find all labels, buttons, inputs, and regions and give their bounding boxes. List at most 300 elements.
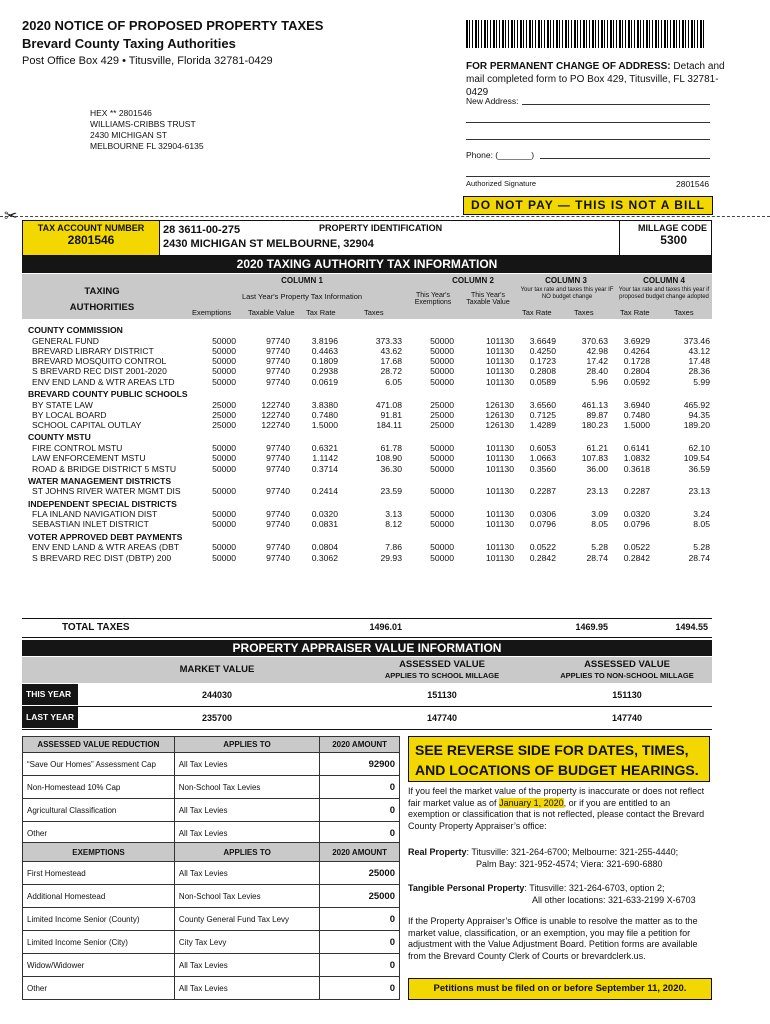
parcel-id: 28 3611-00-275: [163, 224, 241, 236]
tax-row-value: 122740: [261, 420, 290, 431]
tax-row-value: 0.0320: [623, 509, 650, 520]
column-1-label: COLUMN 1: [281, 276, 323, 285]
tax-row-value: 101130: [485, 552, 514, 563]
millage-code-label: MILLAGE CODE: [638, 223, 707, 233]
tax-row-value: 0.3560: [529, 463, 556, 474]
c3-taxes-h: Taxes: [574, 308, 594, 317]
tax-row: [22, 519, 712, 529]
tpp-phones: : Titusville: 321-264-6703, option 2;: [524, 883, 665, 893]
tax-row: [22, 509, 712, 519]
tax-row-authority: ENV END LAND & WTR AREAS LTD: [32, 376, 175, 387]
tax-row-value: 97740: [266, 335, 290, 346]
tax-row-value: 5.96: [591, 376, 608, 387]
tax-section-heading: VOTER APPROVED DEBT PAYMENTS: [28, 531, 183, 542]
tax-row-authority: BY STATE LAW: [32, 399, 93, 410]
tax-row-value: 0.2842: [529, 552, 556, 563]
tax-row-value: 0.7480: [311, 409, 338, 420]
tax-row-value: 50000: [212, 519, 236, 530]
tax-row-value: 25000: [430, 420, 454, 431]
new-address-line-3[interactable]: [466, 139, 710, 140]
tax-row-value: 97740: [266, 542, 290, 553]
reductions-h3: 2020 AMOUNT: [320, 737, 400, 753]
tax-row-value: 50000: [212, 442, 236, 453]
tax-row-value: 50000: [212, 345, 236, 356]
change-of-address-label: FOR PERMANENT CHANGE OF ADDRESS:: [466, 61, 671, 72]
row-label: Limited Income Senior (County): [23, 908, 175, 931]
row-amount: 0: [320, 799, 400, 822]
reductions-table: [22, 736, 400, 845]
tax-row-value: 5.28: [693, 542, 710, 553]
tax-row-value: 0.3062: [311, 552, 338, 563]
tax-row-value: 8.05: [693, 519, 710, 530]
tax-row-value: 3.13: [385, 509, 402, 520]
tax-row-authority: FIRE CONTROL MSTU: [32, 442, 123, 453]
row-applies-to: All Tax Levies: [174, 862, 319, 885]
tax-row-value: 25000: [212, 420, 236, 431]
total-taxes-label: TOTAL TAXES: [62, 622, 130, 633]
tax-row-value: 180.23: [581, 420, 608, 431]
tax-row-value: 8.05: [591, 519, 608, 530]
millage-code: 5300: [660, 233, 687, 247]
exemption-row: [23, 954, 400, 977]
tax-row-value: 50000: [212, 453, 236, 464]
new-address-line-1[interactable]: [522, 104, 710, 105]
tax-row-value: 471.08: [375, 399, 402, 410]
exemption-row: [23, 862, 400, 885]
tax-row-value: 122740: [261, 399, 290, 410]
row-label: Other: [23, 977, 175, 1000]
tax-row-value: 89.87: [586, 409, 608, 420]
tax-row-value: 189.20: [683, 420, 710, 431]
tax-row-value: 101130: [485, 542, 514, 553]
c1-rate-h: Tax Rate: [306, 308, 336, 317]
tax-row-value: 1.5000: [623, 420, 650, 431]
tax-row-value: 0.6141: [623, 442, 650, 453]
tax-row-value: 0.0306: [529, 509, 556, 520]
tax-row-value: 0.0320: [311, 509, 338, 520]
tax-row-value: 25000: [212, 399, 236, 410]
row-label: Additional Homestead: [23, 885, 175, 908]
tax-row-value: 94.35: [688, 409, 710, 420]
tax-row: [22, 377, 712, 387]
cut-line: [0, 216, 770, 217]
tax-row: [22, 400, 712, 410]
tax-table-header: [22, 274, 712, 319]
row-applies-to: All Tax Levies: [174, 822, 319, 845]
row-amount: 0: [320, 822, 400, 845]
nonschool-millage-h: APPLIES TO NON-SCHOOL MILLAGE: [560, 671, 694, 680]
tax-row-value: 3.6940: [623, 399, 650, 410]
assessed-nonschool-h: ASSESSED VALUE: [584, 659, 670, 670]
tax-row-value: 50000: [430, 552, 454, 563]
tax-rows: [22, 325, 712, 615]
change-of-address-text: Detach and mail completed form to PO Box 429, Titusville, FL 32781-0429: [466, 61, 725, 98]
tax-row-value: 50000: [430, 345, 454, 356]
row-applies-to: All Tax Levies: [174, 954, 319, 977]
tax-row-value: 0.4264: [623, 345, 650, 356]
tax-row-value: 97740: [266, 509, 290, 520]
row-applies-to: All Tax Levies: [174, 977, 319, 1000]
tax-row-value: 50000: [430, 366, 454, 377]
new-address-line-2[interactable]: [466, 122, 710, 123]
tax-row-value: 50000: [430, 376, 454, 387]
tax-section-heading: COUNTY COMMISSION: [28, 325, 123, 335]
tax-row-value: 97740: [266, 345, 290, 356]
tax-row-value: 461.13: [581, 399, 608, 410]
tax-row-value: 50000: [212, 552, 236, 563]
tax-row-value: 3.24: [693, 509, 710, 520]
tax-row-value: 97740: [266, 442, 290, 453]
appraiser-contact-paragraph: [408, 786, 710, 832]
tax-row-value: 28.74: [688, 552, 710, 563]
exemptions-h1: EXEMPTIONS: [23, 843, 175, 862]
tax-row-value: 50000: [430, 509, 454, 520]
tax-row-value: 0.0592: [623, 376, 650, 387]
tax-row-value: 5.99: [693, 376, 710, 387]
tax-row-value: 25000: [212, 409, 236, 420]
tax-row-value: 23.13: [688, 486, 710, 497]
tax-row-value: 126130: [485, 399, 514, 410]
tax-row-value: 0.2842: [623, 552, 650, 563]
tax-row-value: 107.83: [581, 453, 608, 464]
tax-row-authority: GENERAL FUND: [32, 335, 100, 346]
tax-row-value: 0.2287: [529, 486, 556, 497]
column-2-label: COLUMN 2: [452, 276, 494, 285]
tax-row-value: 0.2938: [311, 366, 338, 377]
budget-hearings-banner: SEE REVERSE SIDE FOR DATES, TIMES, AND LOCATIONS OF BUDGET HEARINGS.: [408, 736, 710, 782]
tax-row: [22, 356, 712, 366]
row-amount: 25000: [320, 885, 400, 908]
c2-taxable-h: This Year's Taxable Value: [466, 292, 510, 306]
tax-row-value: 0.0522: [623, 542, 650, 553]
tax-row-value: 43.12: [688, 345, 710, 356]
tax-row-value: 43.62: [380, 345, 402, 356]
tax-row-value: 0.4463: [311, 345, 338, 356]
tax-row-value: 36.00: [586, 463, 608, 474]
row-applies-to: All Tax Levies: [174, 753, 319, 776]
tax-row-value: 91.81: [380, 409, 402, 420]
tax-row-value: 3.8380: [311, 399, 338, 410]
tax-row-value: 61.21: [586, 442, 608, 453]
tax-row-value: 373.33: [375, 335, 402, 346]
owner-line-3: 2430 MICHIGAN ST: [90, 130, 167, 140]
millage-code-box: [619, 220, 712, 256]
tax-row-value: 28.72: [380, 366, 402, 377]
tax-row-value: 50000: [430, 542, 454, 553]
tax-row-value: 108.90: [375, 453, 402, 464]
tax-row-value: 50000: [430, 335, 454, 346]
row-amount: 0: [320, 954, 400, 977]
tax-row-value: 3.09: [591, 509, 608, 520]
column-3-label: COLUMN 3: [545, 276, 587, 285]
tax-row-authority: FLA INLAND NAVIGATION DIST: [32, 509, 158, 520]
real-property-label: Real Property: [408, 847, 467, 857]
tax-row-value: 3.6560: [529, 399, 556, 410]
tax-row-value: 50000: [430, 486, 454, 497]
row-applies-to: Non-School Tax Levies: [174, 776, 319, 799]
tax-row-value: 42.98: [586, 345, 608, 356]
last-year-nonschool: 147740: [611, 713, 643, 723]
tax-row-value: 101130: [485, 509, 514, 520]
appraiser-this-year-row: [22, 684, 712, 707]
tax-row-authority: S BREVARD REC DIST 2001-2020: [32, 366, 167, 377]
tax-row-value: 5.28: [591, 542, 608, 553]
tax-row-value: 101130: [485, 442, 514, 453]
total-taxes-row: [22, 618, 712, 638]
authority-address: Post Office Box 429 • Titusville, Florida 32781-0429: [22, 55, 273, 67]
row-label: Other: [23, 822, 175, 845]
tax-row-value: 0.6321: [311, 442, 338, 453]
authorities-label: AUTHORITIES: [69, 302, 135, 313]
tax-row-value: 50000: [212, 463, 236, 474]
tax-row-value: 101130: [485, 376, 514, 387]
owner-line-2: WILLIAMS-CRIBBS TRUST: [90, 119, 196, 129]
this-year-nonschool: 151130: [612, 690, 642, 700]
tax-row-value: 8.12: [385, 519, 402, 530]
tax-row-value: 50000: [430, 356, 454, 367]
tax-row-value: 1.5000: [311, 420, 338, 431]
tax-row-value: 101130: [485, 345, 514, 356]
tax-row-authority: ROAD & BRIDGE DISTRICT 5 MSTU: [32, 463, 177, 474]
row-applies-to: County General Fund Tax Levy: [174, 908, 319, 931]
tax-row-value: 0.7480: [623, 409, 650, 420]
tax-row-value: 0.0589: [529, 376, 556, 387]
reductions-h2: APPLIES TO: [174, 737, 319, 753]
tax-row-authority: ENV END LAND & WTR AREAS (DBT: [32, 542, 180, 553]
exemptions-table: [22, 842, 400, 1000]
tax-row-authority: LAW ENFORCEMENT MSTU: [32, 453, 146, 464]
phone-line[interactable]: [540, 158, 710, 159]
tax-row: [22, 486, 712, 496]
school-millage-h: APPLIES TO SCHOOL MILLAGE: [384, 671, 500, 680]
taxing-label: TAXING: [84, 286, 120, 297]
situs-address: 2430 MICHIGAN ST MELBOURNE, 32904: [163, 238, 374, 250]
tax-row-value: 101130: [485, 463, 514, 474]
tax-row-value: 0.2414: [311, 486, 338, 497]
property-id-label: PROPERTY IDENTIFICATION: [319, 223, 443, 233]
tpp-contacts: [408, 882, 710, 906]
tax-row-value: 50000: [212, 486, 236, 497]
total-col4: 1494.55: [675, 622, 708, 632]
tax-row-value: 62.10: [688, 442, 710, 453]
row-label: Widow/Widower: [23, 954, 175, 977]
tax-row-value: 0.1723: [529, 356, 556, 367]
this-year-school: 151130: [427, 690, 457, 700]
column-4-note: Your tax rate and taxes this year if proposed budget change adopted: [618, 287, 710, 300]
tax-row-value: 0.3618: [623, 463, 650, 474]
tax-row-authority: BREVARD MOSQUITO CONTROL: [32, 356, 167, 367]
c1-taxable-h: Taxable Value: [248, 308, 295, 317]
tax-row-value: 97740: [266, 366, 290, 377]
tax-row-value: 28.36: [688, 366, 710, 377]
tax-row-value: 0.0804: [311, 542, 338, 553]
tax-row-value: 29.93: [380, 552, 402, 563]
c1-exemptions-h: Exemptions: [192, 308, 232, 317]
last-year-market: 235700: [201, 713, 233, 723]
tax-account-box: [22, 220, 160, 256]
tax-row-value: 122740: [261, 409, 290, 420]
tax-row-value: 28.74: [586, 552, 608, 563]
tax-row: [22, 336, 712, 346]
reduction-row: [23, 753, 400, 776]
barcode: [466, 20, 706, 48]
column-3-note: Your tax rate and taxes this year IF NO budget change: [520, 287, 614, 300]
phone-label: Phone: (_______): [466, 150, 535, 160]
row-amount: 92900: [320, 753, 400, 776]
total-col1: 1496.01: [369, 622, 402, 632]
row-label: “Save Our Homes” Assessment Cap: [23, 753, 175, 776]
row-label: Non-Homestead 10% Cap: [23, 776, 175, 799]
valuation-date: January 1, 2020: [499, 797, 564, 808]
tax-row-value: 97740: [266, 519, 290, 530]
signature-line[interactable]: [466, 176, 710, 177]
tax-row-value: 1.4289: [529, 420, 556, 431]
tax-row-value: 97740: [266, 376, 290, 387]
tax-row-value: 101130: [485, 356, 514, 367]
tax-row: [22, 553, 712, 563]
tax-row-value: 1.1142: [312, 453, 338, 464]
row-applies-to: City Tax Levy: [174, 931, 319, 954]
last-year-school: 147740: [426, 713, 458, 723]
tax-row-value: 3.6649: [529, 335, 556, 346]
tax-row-authority: SCHOOL CAPITAL OUTLAY: [32, 420, 142, 431]
tax-info-title: 2020 TAXING AUTHORITY TAX INFORMATION: [22, 256, 712, 273]
tax-row-value: 36.30: [380, 463, 402, 474]
tax-row-value: 61.78: [380, 442, 402, 453]
scissors-icon: ✂: [4, 208, 18, 225]
owner-line-1: HEX ** 2801546: [90, 108, 152, 118]
tax-row-authority: SEBASTIAN INLET DISTRICT: [32, 519, 149, 530]
appraiser-header: [22, 657, 712, 683]
tax-row-value: 50000: [430, 442, 454, 453]
tax-row-authority: BREVARD LIBRARY DISTRICT: [32, 345, 154, 356]
tax-row-authority: S BREVARD REC DIST (DBTP) 200: [32, 552, 172, 563]
row-label: Agricultural Classification: [23, 799, 175, 822]
tax-row-value: 50000: [212, 509, 236, 520]
reduction-row: [23, 799, 400, 822]
row-amount: 0: [320, 931, 400, 954]
tax-row-value: 17.48: [688, 356, 710, 367]
property-id-box: [159, 220, 620, 256]
this-year-label: THIS YEAR: [22, 684, 78, 705]
tax-row-value: 0.3714: [311, 463, 338, 474]
last-year-label: LAST YEAR: [22, 707, 78, 728]
c4-rate-h: Tax Rate: [620, 308, 650, 317]
tax-row-value: 3.6929: [623, 335, 650, 346]
tax-row-value: 28.40: [586, 366, 608, 377]
row-amount: 0: [320, 908, 400, 931]
tax-row-value: 373.46: [683, 335, 710, 346]
change-of-address-instructions: [466, 60, 726, 99]
tax-row-value: 3.8196: [311, 335, 338, 346]
tax-row-value: 50000: [212, 542, 236, 553]
tax-row-value: 370.63: [581, 335, 608, 346]
tax-row-value: 17.68: [380, 356, 402, 367]
real-property-phones: : Titusville: 321-264-6700; Melbourne: 321-255-4440;: [466, 847, 679, 857]
tax-row: [22, 420, 712, 430]
tax-row-value: 184.11: [376, 420, 402, 431]
column-4-label: COLUMN 4: [643, 276, 685, 285]
tax-row-value: 126130: [485, 409, 514, 420]
tax-row-value: 0.7125: [529, 409, 556, 420]
row-label: Limited Income Senior (City): [23, 931, 175, 954]
row-amount: 0: [320, 977, 400, 1000]
row-amount: 0: [320, 776, 400, 799]
tax-row-value: 0.6053: [529, 442, 556, 453]
tax-section-heading: INDEPENDENT SPECIAL DISTRICTS: [28, 498, 177, 509]
tax-row-value: 0.2804: [623, 366, 650, 377]
tax-section-heading: WATER MANAGEMENT DISTRICTS: [28, 475, 172, 486]
tax-row: [22, 443, 712, 453]
tax-row: [22, 464, 712, 474]
c3-rate-h: Tax Rate: [522, 308, 552, 317]
reduction-row: [23, 776, 400, 799]
tax-row-value: 101130: [485, 453, 514, 464]
authority-name: Brevard County Taxing Authorities: [22, 36, 236, 51]
tax-row-value: 109.54: [683, 453, 710, 464]
tax-row-value: 0.0796: [529, 519, 556, 530]
tax-row-value: 6.05: [385, 376, 402, 387]
tax-row: [22, 410, 712, 420]
tax-section-heading: BREVARD COUNTY PUBLIC SCHOOLS: [28, 389, 188, 399]
tax-row: [22, 453, 712, 463]
tax-row-value: 50000: [430, 453, 454, 464]
authorized-signature-label: Authorized Signature: [466, 179, 537, 188]
tax-row-value: 50000: [430, 463, 454, 474]
tax-row-value: 25000: [430, 399, 454, 410]
appraiser-title: PROPERTY APPRAISER VALUE INFORMATION: [22, 640, 712, 656]
tax-row-value: 0.0831: [311, 519, 338, 530]
tax-row-value: 126130: [485, 420, 514, 431]
assessed-school-h: ASSESSED VALUE: [399, 659, 485, 670]
tax-row-value: 50000: [212, 366, 236, 377]
tax-row-value: 101130: [485, 486, 514, 497]
exemptions-h2: APPLIES TO: [174, 843, 319, 862]
tax-row-value: 97740: [266, 486, 290, 497]
c2-exemptions-h: This Year's Exemptions: [414, 292, 452, 306]
tax-row-value: 36.59: [688, 463, 710, 474]
tax-row-value: 465.92: [683, 399, 710, 410]
market-value-h: MARKET VALUE: [179, 664, 255, 675]
tpp-phones-2: All other locations: 321-633-2199 X-6703: [532, 895, 696, 905]
tax-account-number: 2801546: [67, 233, 115, 247]
owner-address-block: [90, 108, 204, 152]
exemption-row: [23, 908, 400, 931]
tax-row-value: 50000: [212, 335, 236, 346]
tax-row-value: 101130: [485, 366, 514, 377]
tax-row-value: 0.2808: [529, 366, 556, 377]
total-col3: 1469.95: [575, 622, 608, 632]
tax-row-value: 7.86: [385, 542, 402, 553]
tax-row-value: 25000: [430, 409, 454, 420]
exemptions-h3: 2020 AMOUNT: [320, 843, 400, 862]
p1-text-a: If you feel the market value of the property is inaccurate or does not reflect fair market value as of: [408, 786, 705, 808]
tax-row-value: 23.13: [586, 486, 608, 497]
row-label: First Homestead: [23, 862, 175, 885]
tax-section-heading: COUNTY MSTU: [28, 432, 91, 443]
tax-row-value: 0.0619: [311, 376, 338, 387]
last-year-label: Last Year's Property Tax Information: [241, 292, 363, 301]
notice-title: 2020 NOTICE OF PROPOSED PROPERTY TAXES: [22, 18, 324, 33]
new-address-label: New Address:: [466, 96, 519, 106]
exemption-row: [23, 931, 400, 954]
exemption-row: [23, 977, 400, 1000]
appraiser-last-year-row: [22, 707, 712, 730]
row-applies-to: All Tax Levies: [174, 799, 319, 822]
c1-taxes-h: Taxes: [364, 308, 384, 317]
tax-row-value: 0.1728: [623, 356, 650, 367]
tax-row-value: 0.4250: [529, 345, 556, 356]
